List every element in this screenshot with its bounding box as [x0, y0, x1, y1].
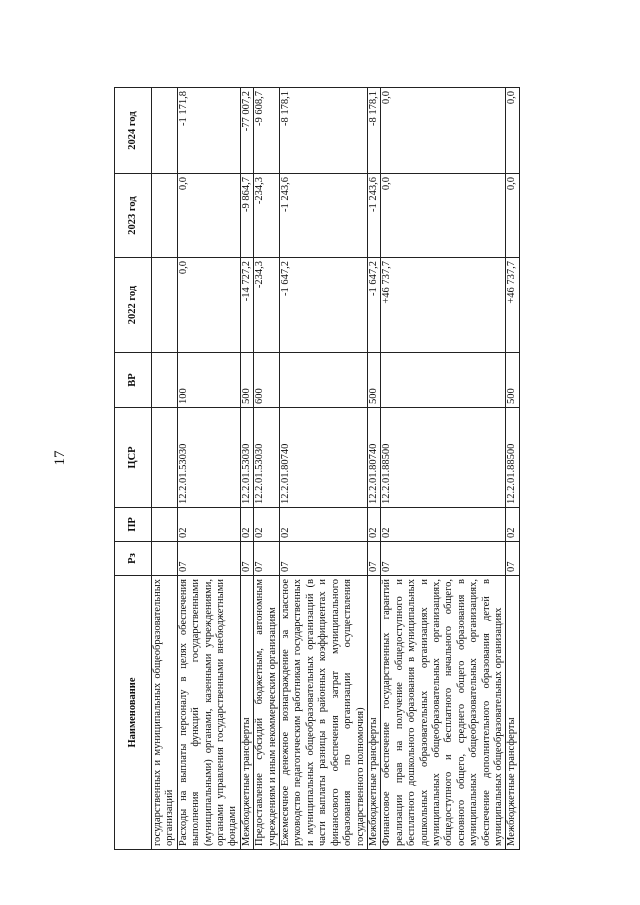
cell-vr: 600	[254, 353, 280, 408]
cell-y2024: -1 171,8	[177, 88, 240, 174]
cell-pr: 02	[280, 508, 368, 542]
cell-pr: 02	[506, 508, 519, 542]
budget-sheet	[114, 88, 594, 850]
cell-y2022: +46 737,7	[506, 258, 519, 353]
cell-rz: 07	[280, 542, 368, 576]
table-row	[152, 88, 178, 850]
cell-vr	[152, 353, 178, 408]
cell-pr: 02	[177, 508, 240, 542]
page-number: 17	[52, 450, 68, 466]
cell-y2024: -77 007,2	[240, 88, 253, 174]
cell-y2022: 0,0	[177, 258, 240, 353]
header-pr: ПР	[115, 508, 152, 542]
cell-csr: 12.2.01.53030	[240, 408, 253, 508]
cell-y2024: -9 608,7	[254, 88, 280, 174]
cell-y2023: -1 243,6	[367, 174, 380, 258]
cell-rz: 07	[254, 542, 280, 576]
cell-y2023: -234,3	[254, 174, 280, 258]
cell-name: Финансовое обеспечение государственных гарантий реализации прав на получение общедоступного и бесплатного дошкольного образования в муниципальных дошкольных образовательных организациях и муниципальных общеобразовательных организациях, общедоступного и бесплатного начального общего, основного общего, среднего общего образования в муниципальных общеобразовательных организациях, обеспечение дополнительного образования детей в муниципальных общеобразовательных организациях	[381, 576, 506, 850]
cell-y2022	[152, 258, 178, 353]
table-row	[240, 88, 253, 850]
cell-csr: 12.2.01.88500	[381, 408, 506, 508]
cell-name: Межбюджетные трансферты	[367, 576, 380, 850]
cell-rz: 07	[381, 542, 506, 576]
cell-y2022: -1 647,2	[280, 258, 368, 353]
cell-vr	[280, 353, 368, 408]
cell-csr: 12.2.01.88500	[506, 408, 519, 508]
cell-pr	[152, 508, 178, 542]
table-row	[381, 88, 506, 850]
cell-y2023: 0,0	[177, 174, 240, 258]
cell-y2024: 0,0	[381, 88, 506, 174]
cell-csr	[152, 408, 178, 508]
cell-y2022: -1 647,2	[367, 258, 380, 353]
cell-pr: 02	[254, 508, 280, 542]
cell-pr: 02	[240, 508, 253, 542]
cell-rz: 07	[506, 542, 519, 576]
header-csr: ЦСР	[115, 408, 152, 508]
table-rotator	[114, 88, 594, 850]
cell-y2022: +46 737,7	[381, 258, 506, 353]
table-row	[254, 88, 280, 850]
header-name: Наименование	[115, 576, 152, 850]
header-rz: Рз	[115, 542, 152, 576]
budget-table	[114, 87, 520, 850]
cell-y2023: 0,0	[506, 174, 519, 258]
cell-y2023: 0,0	[381, 174, 506, 258]
table-header-row	[115, 88, 152, 850]
cell-vr: 500	[240, 353, 253, 408]
cell-y2023: -9 864,7	[240, 174, 253, 258]
header-2022: 2022 год	[115, 258, 152, 353]
table-row	[367, 88, 380, 850]
table-row	[280, 88, 368, 850]
cell-y2024: -8 178,1	[280, 88, 368, 174]
cell-csr: 12.2.01.53030	[254, 408, 280, 508]
cell-rz: 07	[367, 542, 380, 576]
cell-name: Расходы на выплаты персоналу в целях обеспечения выполнения функций государственными (муниципальными) органами, казенными учреждениями, органами управления государственными внебюджетными фондами	[177, 576, 240, 850]
cell-name: Межбюджетные трансферты	[240, 576, 253, 850]
cell-name: Ежемесячное денежное вознаграждение за классное руководство педагогическим работникам государственных и муниципальных общеобразовательных организаций (в части выплаты разницы в районных коэффициентах и финансового обеспечения затрат муниципального образования по организации осуществления государственного полномочия)	[280, 576, 368, 850]
cell-vr	[381, 353, 506, 408]
cell-vr: 500	[506, 353, 519, 408]
cell-rz: 07	[240, 542, 253, 576]
cell-y2022: -234,3	[254, 258, 280, 353]
header-2024: 2024 год	[115, 88, 152, 174]
cell-rz: 07	[177, 542, 240, 576]
table-body	[152, 88, 520, 850]
cell-rz	[152, 542, 178, 576]
cell-pr: 02	[381, 508, 506, 542]
header-vr: ВР	[115, 353, 152, 408]
table-row	[506, 88, 519, 850]
cell-y2023	[152, 174, 178, 258]
cell-y2024: -8 178,1	[367, 88, 380, 174]
cell-csr: 12.2.01.80740	[280, 408, 368, 508]
cell-y2023: -1 243,6	[280, 174, 368, 258]
cell-name: Предоставление субсидий бюджетным, автономным учреждениям и иным некоммерческим организациям	[254, 576, 280, 850]
cell-csr: 12.2.01.53030	[177, 408, 240, 508]
header-2023: 2023 год	[115, 174, 152, 258]
cell-vr: 100	[177, 353, 240, 408]
cell-csr: 12.2.01.80740	[367, 408, 380, 508]
cell-name: Межбюджетные трансферты	[506, 576, 519, 850]
cell-vr: 500	[367, 353, 380, 408]
table-row	[177, 88, 240, 850]
cell-y2024: 0,0	[506, 88, 519, 174]
cell-pr: 02	[367, 508, 380, 542]
cell-name: государственных и муниципальных общеобразовательных организаций	[152, 576, 178, 850]
cell-y2024	[152, 88, 178, 174]
cell-y2022: -14 727,2	[240, 258, 253, 353]
